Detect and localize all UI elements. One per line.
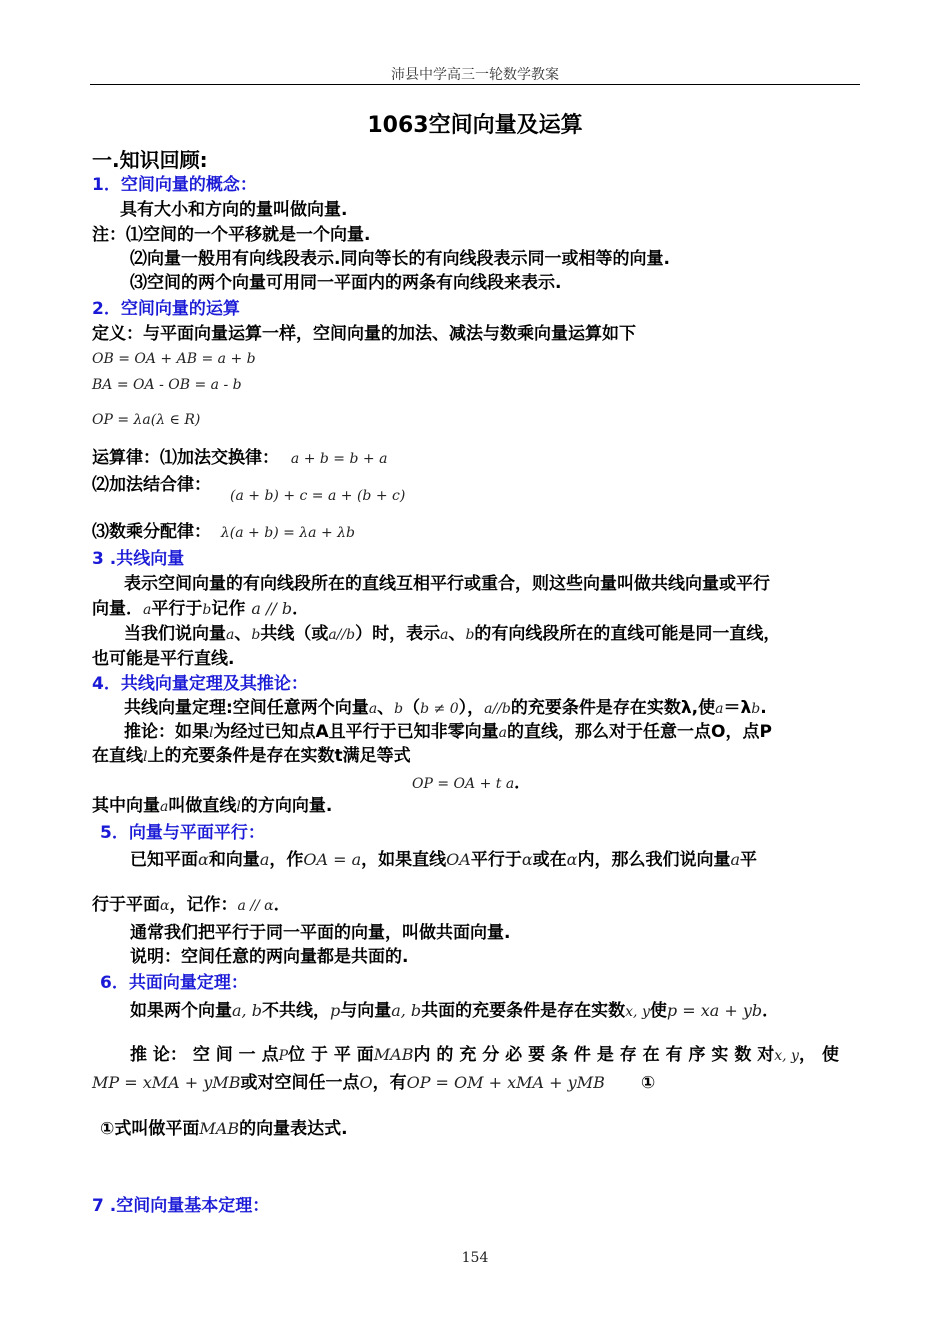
- formula-ob-sum: OB = OA + AB = a + b: [92, 351, 256, 367]
- s4-direction-vector: 其中向量a叫做直线l的方向向量.: [92, 796, 333, 816]
- s4-formula: OP = OA + t a．: [412, 773, 532, 793]
- s4-heading: 4．共线向量定理及其推论：: [92, 674, 308, 694]
- s7-heading: 7 .空间向量基本定理：: [92, 1196, 270, 1216]
- formula-op-scalar: OP = λa(λ ∈ R): [92, 412, 201, 428]
- law3-label: ⑶数乘分配律：: [92, 522, 211, 542]
- s4-corollary-line1: 推论：如果l为经过已知点A且平行于已知非零向量a的直线，那么对于任意一点O，点P: [124, 722, 772, 742]
- s3-heading: 3 .共线向量: [92, 549, 185, 569]
- s2-heading: 2．空间向量的运算: [92, 299, 240, 319]
- law1-formula: a + b = b + a: [290, 451, 388, 467]
- s2-law-1: [92, 447, 387, 470]
- s2-law-2-label: ⑵加法结合律：: [92, 475, 211, 495]
- header-rule: [90, 84, 860, 85]
- s3-para2-line1: 当我们说向量a、b共线（或a//b）时，表示a、b的有向线段所在的直线可能是同一直线，: [124, 624, 781, 644]
- s4-corollary-line2: 在直线l上的充要条件是存在实数t满足等式: [92, 746, 411, 766]
- s2-law-3: [92, 521, 355, 544]
- s3-para2-line2: 也可能是平行直线.: [92, 649, 235, 669]
- law3-formula: λ(a + b) = λa + λb: [220, 525, 355, 541]
- s6-vector-expression: ①式叫做平面MAB的向量表达式.: [100, 1119, 348, 1139]
- s5-note: 说明：空间任意的两向量都是共面的.: [130, 947, 409, 967]
- s5-heading: 5．向量与平面平行：: [100, 823, 265, 843]
- s4-theorem: 共线向量定理:空间任意两个向量a、b（b ≠ 0），a//b的充要条件是存在实数λ,使a＝λb.: [124, 698, 767, 718]
- s6-corollary-line2: MP = xMA + yMB或对空间任一点O，有OP = OM + xMA + yMB ①: [92, 1073, 656, 1093]
- page-number: 154: [461, 1250, 489, 1266]
- s1-note-1: 注：⑴空间的一个平移就是一个向量.: [92, 225, 371, 245]
- s2-definition: 定义：与平面向量运算一样，空间向量的加法、减法与数乘向量运算如下: [92, 324, 636, 344]
- s1-definition: 具有大小和方向的量叫做向量.: [120, 200, 348, 220]
- page-title: 1063空间向量及运算: [367, 113, 583, 138]
- s5-para1: 已知平面α和向量a，作OA = a，如果直线OA平行于α或在α内，那么我们说向量a平: [130, 850, 757, 870]
- law1-label: 运算律：⑴加法交换律：: [92, 448, 279, 468]
- section-heading-review: 一.知识回顾:: [92, 148, 208, 172]
- s6-theorem: 如果两个向量a, b不共线，p与向量a, b共面的充要条件是存在实数x, y使p = xa + yb．: [130, 1001, 780, 1021]
- s5-coplanar-def: 通常我们把平行于同一平面的向量，叫做共面向量.: [130, 923, 511, 943]
- s3-para1-line1: 表示空间向量的有向线段所在的直线互相平行或重合，则这些向量叫做共线向量或平行: [124, 574, 770, 594]
- s1-heading: 1．空间向量的概念：: [92, 175, 257, 195]
- s1-note-3: ⑶空间的两个向量可用同一平面内的两条有向线段来表示.: [130, 273, 562, 293]
- s5-para2: 行于平面α，记作：a // α．: [92, 895, 291, 915]
- formula-ba-diff: BA = OA - OB = a - b: [92, 377, 242, 393]
- s6-heading: 6．共面向量定理：: [100, 973, 248, 993]
- equation-marker: ①: [640, 1073, 656, 1093]
- s6-corollary-line1: 推 论： 空 间 一 点P位 于 平 面MAB内 的 充 分 必 要 条 件 是 存 在 有 序 实 数 对x, y， 使: [130, 1045, 839, 1065]
- s1-note-2: ⑵向量一般用有向线段表示.同向等长的有向线段表示同一或相等的向量.: [130, 249, 670, 269]
- law2-formula: (a + b) + c = a + (b + c): [230, 488, 406, 504]
- parallel-notation: a // b: [251, 599, 293, 618]
- page-header: 沛县中学高三一轮数学教案: [391, 67, 559, 83]
- s3-para1-line2: 向量．a平行于b记作 a // b．: [92, 599, 310, 619]
